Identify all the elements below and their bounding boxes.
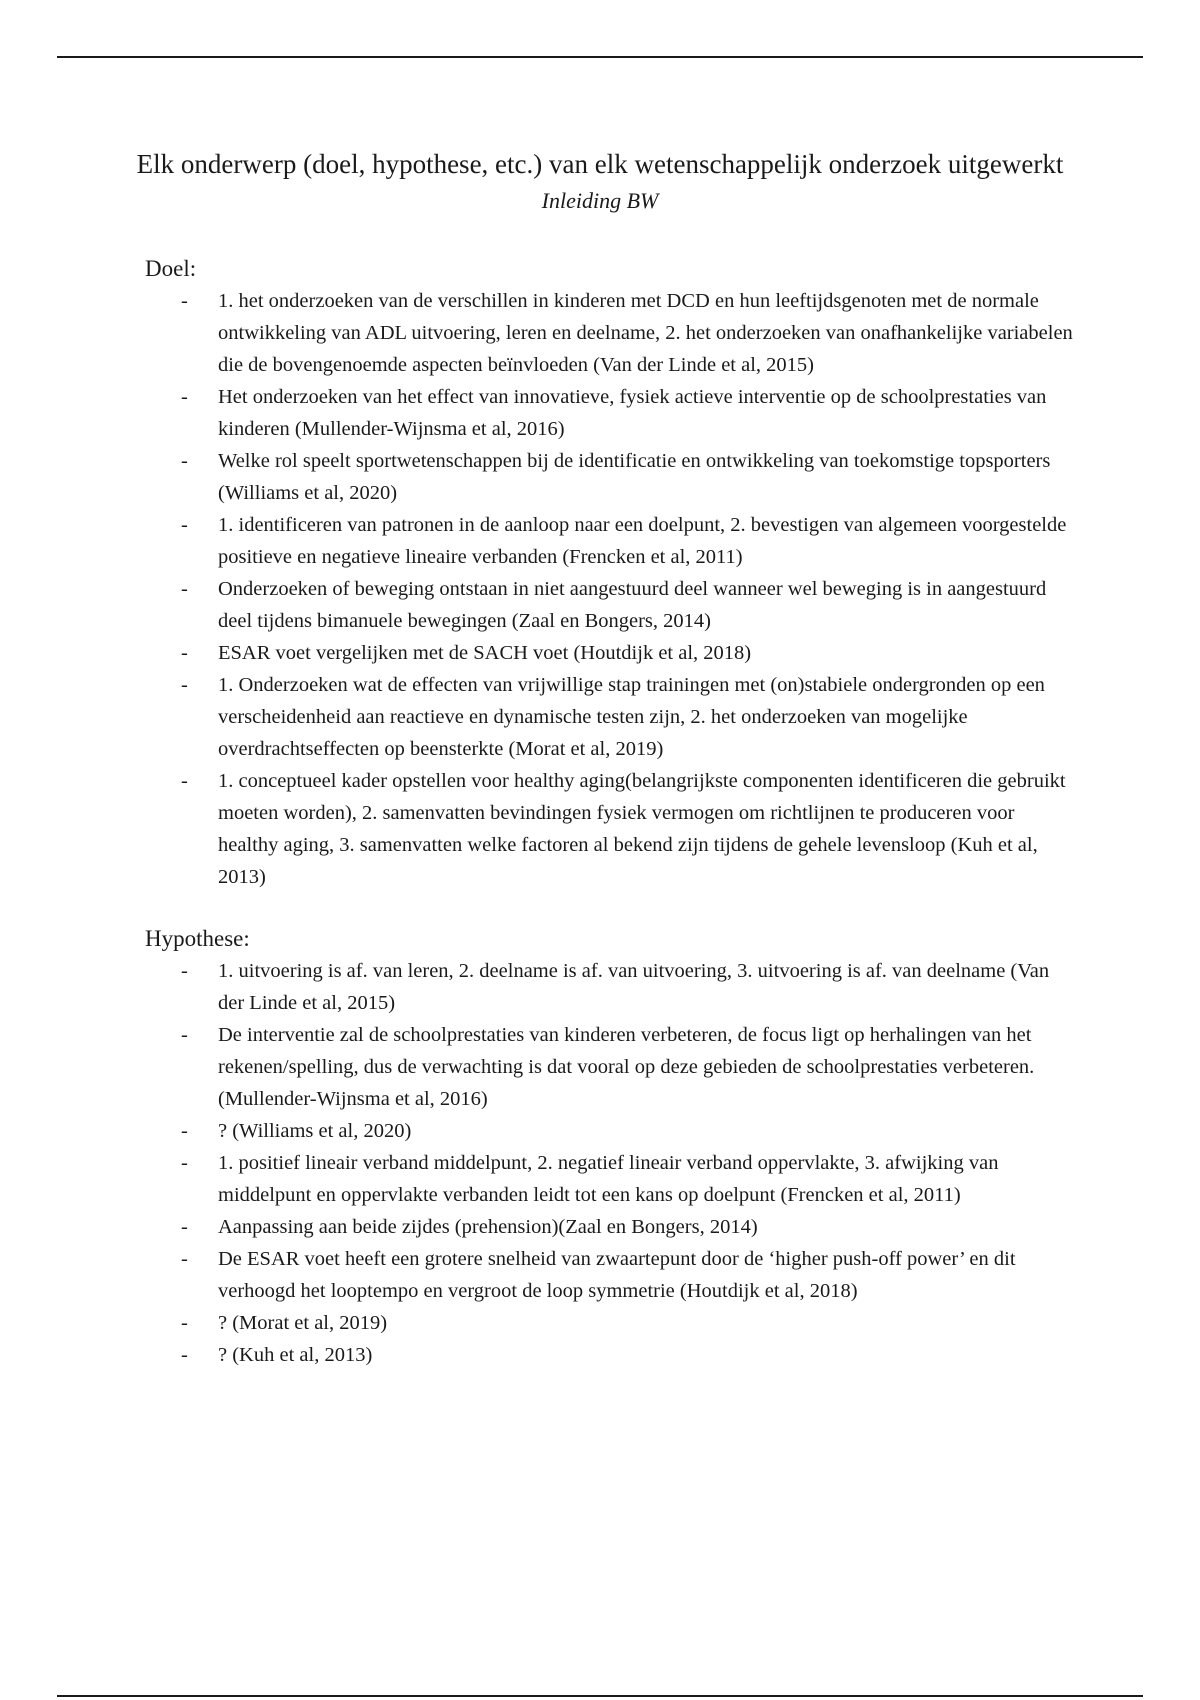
list-item: - De ESAR voet heeft een grotere snelheid van zwaartepunt door de ‘higher push-off power’ en dit verhoogd het looptempo en vergroot de loop symmetrie (Houtdijk et al, 2018) <box>145 1243 1075 1307</box>
list-item: - ESAR voet vergelijken met de SACH voet (Houtdijk et al, 2018) <box>145 637 1075 669</box>
document-subtitle: Inleiding BW <box>541 188 659 213</box>
section-heading: Hypothese: <box>145 926 250 951</box>
top-rule <box>57 56 1143 58</box>
document-title: Elk onderwerp (doel, hypothese, etc.) van elk wetenschappelijk onderzoek uitgewerkt <box>136 149 1064 179</box>
section-heading: Doel: <box>145 256 197 281</box>
list-item: - ? (Kuh et al, 2013) <box>145 1339 1075 1371</box>
list-item: - 1. het onderzoeken van de verschillen in kinderen met DCD en hun leeftijdsgenoten met de normale ontwikkeling van ADL uitvoering, leren en deelname, 2. het onderzoeken van onafhankelijke variabelen die de bovengenoemde aspecten beïnvloeden (Van der Linde et al, 2015) <box>145 285 1075 381</box>
list-item: - ? (Morat et al, 2019) <box>145 1307 1075 1339</box>
section-doel <box>145 253 1075 893</box>
list-item: - 1. Onderzoeken wat de effecten van vrijwillige stap trainingen met (on)stabiele ondergronden op een verscheidenheid aan reactieve en dynamische testen zijn, 2. het onderzoeken van mogelijke overdrachtseffecten op beensterkte (Morat et al, 2019) <box>145 669 1075 765</box>
list-item: - ? (Williams et al, 2020) <box>145 1115 1075 1147</box>
list-item: - Welke rol speelt sportwetenschappen bij de identificatie en ontwikkeling van toekomstige topsporters (Williams et al, 2020) <box>145 445 1075 509</box>
hypothese-list <box>145 955 1075 1371</box>
list-item: - 1. conceptueel kader opstellen voor healthy aging(belangrijkste componenten identificeren die gebruikt moeten worden), 2. samenvatten bevindingen fysiek vermogen om richtlijnen te produceren voor healthy aging, 3. samenvatten welke factoren al bekend zijn tijdens de gehele levensloop (Kuh et al, 2013) <box>145 765 1075 893</box>
list-item: - Het onderzoeken van het effect van innovatieve, fysiek actieve interventie op de schoolprestaties van kinderen (Mullender-Wijnsma et al, 2016) <box>145 381 1075 445</box>
list-item: - De interventie zal de schoolprestaties van kinderen verbeteren, de focus ligt op herhalingen van het rekenen/spelling, dus de verwachting is dat vooral op deze gebieden de schoolprestaties verbeteren. (Mullender-Wijnsma et al, 2016) <box>145 1019 1075 1115</box>
section-hypothese <box>145 923 1075 1371</box>
list-item: - Onderzoeken of beweging ontstaan in niet aangestuurd deel wanneer wel beweging is in aangestuurd deel tijdens bimanuele bewegingen (Zaal en Bongers, 2014) <box>145 573 1075 637</box>
list-item: - 1. uitvoering is af. van leren, 2. deelname is af. van uitvoering, 3. uitvoering is af. van deelname (Van der Linde et al, 2015) <box>145 955 1075 1019</box>
bottom-rule <box>57 1695 1143 1697</box>
list-item: - Aanpassing aan beide zijdes (prehension)(Zaal en Bongers, 2014) <box>145 1211 1075 1243</box>
doel-list <box>145 285 1075 893</box>
list-item: - 1. positief lineair verband middelpunt, 2. negatief lineair verband oppervlakte, 3. afwijking van middelpunt en oppervlakte verbanden leidt tot een kans op doelpunt (Frencken et al, 2011) <box>145 1147 1075 1211</box>
list-item: - 1. identificeren van patronen in de aanloop naar een doelpunt, 2. bevestigen van algemeen voorgestelde positieve en negatieve lineaire verbanden (Frencken et al, 2011) <box>145 509 1075 573</box>
document-body <box>145 253 1075 1371</box>
